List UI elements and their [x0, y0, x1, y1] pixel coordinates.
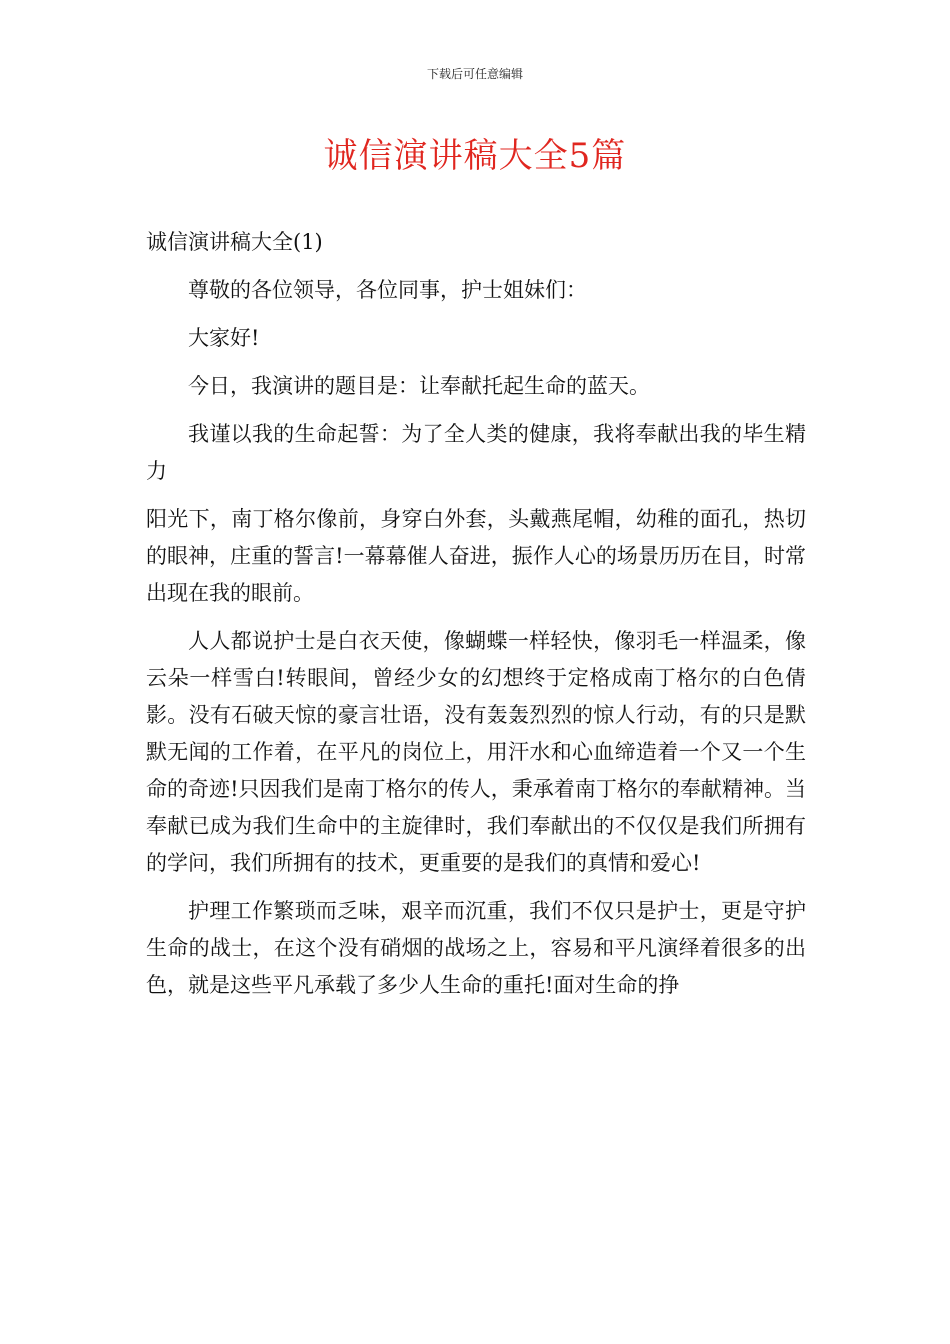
paragraph-topic: 今日，我演讲的题目是：让奉献托起生命的蓝天。 — [188, 374, 650, 398]
section-heading: 诚信演讲稿大全(1) — [146, 230, 323, 254]
document-title: 诚信演讲稿大全5篇 — [323, 136, 627, 176]
paragraph-sunshine: 阳光下，南丁格尔像前，身穿白外套，头戴燕尾帽，幼稚的面孔，热切的眼神，庄重的誓言!一幕幕催人奋进，振作人心的场景历历在目，时常出现在我的眼前。 — [146, 507, 806, 605]
paragraph-white-angel: 人人都说护士是白衣天使，像蝴蝶一样轻快，像羽毛一样温柔，像云朵一样雪白!转眼间，曾经少女的幻想终于定格成南丁格尔的白色倩影。没有石破天惊的豪言壮语，没有轰轰烈烈的惊人行动，有的只是默默无闻的工作着，在平凡的岗位上，用汗水和心血缔造着一个又一个生命的奇迹!只因我们是南丁格尔的传人，秉承着南丁格尔的奉献精神。当奉献已成为我们生命中的主旋律时，我们奉献出的不仅仅是我们所拥有的学问，我们所拥有的技术，更重要的是我们的真情和爱心! — [146, 629, 806, 875]
page-header-note: 下载后可任意编辑 — [426, 67, 523, 81]
paragraph-nursing-work: 护理工作繁琐而乏味，艰辛而沉重，我们不仅只是护士，更是守护生命的战士，在这个没有硝烟的战场之上，容易和平凡演绎着很多的出色，就是这些平凡承载了多少人生命的重托!面对生命的挣 — [146, 899, 806, 997]
paragraph-hello: 大家好! — [188, 326, 260, 350]
paragraph-greeting-audience: 尊敬的各位领导，各位同事，护士姐妹们： — [188, 278, 587, 302]
paragraph-oath: 我谨以我的生命起誓：为了全人类的健康，我将奉献出我的毕生精力 — [146, 422, 806, 483]
document-body — [146, 224, 806, 1015]
